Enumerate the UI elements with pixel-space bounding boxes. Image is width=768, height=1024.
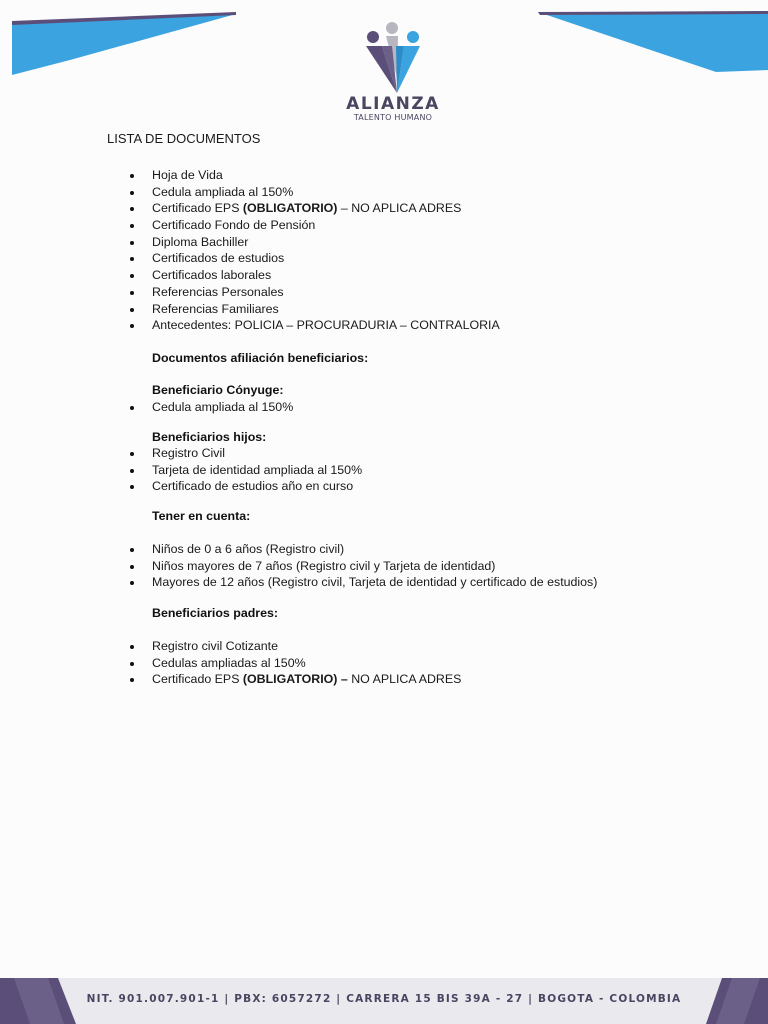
list-item: Cedula ampliada al 150%: [126, 184, 726, 201]
list-item: Diploma Bachiller: [126, 234, 726, 251]
list-item-eps: [126, 671, 726, 688]
logo-figures-icon: [352, 18, 442, 94]
list-item: Certificado Fondo de Pensión: [126, 217, 726, 234]
brand-name: ALIANZA: [346, 94, 440, 114]
list-item: Hoja de Vida: [126, 167, 726, 184]
list-item: Registro civil Cotizante: [126, 638, 726, 655]
note-heading: Tener en cuenta:: [152, 509, 251, 523]
list-item: Niños de 0 a 6 años (Registro civil): [126, 541, 726, 558]
main-document-list: [126, 167, 726, 334]
eps-mandatory: (OBLIGATORIO) –: [242, 672, 348, 687]
footer-contact-info: NIT. 901.007.901-1 | PBX: 6057272 | CARRERA 15 BIS 39A - 27 | BOGOTA - COLOMBIA: [86, 993, 682, 1005]
list-item: Certificado de estudios año en curso: [126, 478, 726, 495]
list-item: Registro Civil: [126, 445, 726, 462]
brand-subtitle: TALENTO HUMANO: [353, 113, 433, 122]
children-heading: Beneficiarios hijos:: [152, 430, 267, 444]
list-item: Certificados laborales: [126, 267, 726, 284]
eps-prefix: Certificado EPS: [152, 672, 243, 687]
list-item: Cedulas ampliadas al 150%: [126, 655, 726, 672]
note-list: [126, 541, 726, 591]
parents-list: [126, 638, 726, 688]
children-list: [126, 445, 726, 495]
list-item-eps: [126, 200, 726, 217]
eps-suffix: – NO APLICA ADRES: [337, 201, 462, 216]
list-item: Certificados de estudios: [126, 250, 726, 267]
list-item: Tarjeta de identidad ampliada al 150%: [126, 462, 726, 479]
spouse-heading: Beneficiario Cónyuge:: [152, 383, 284, 397]
eps-suffix: NO APLICA ADRES: [347, 672, 462, 687]
list-item: Mayores de 12 años (Registro civil, Tarjeta de identidad y certificado de estudios): [126, 574, 726, 591]
list-item: Referencias Familiares: [126, 301, 726, 318]
spouse-list: [126, 399, 726, 416]
list-item: Niños mayores de 7 años (Registro civil y Tarjeta de identidad): [126, 558, 726, 575]
document-title: LISTA DE DOCUMENTOS: [107, 131, 261, 146]
eps-prefix: Certificado EPS: [152, 201, 243, 216]
parents-heading: Beneficiarios padres:: [152, 606, 279, 620]
list-item: Referencias Personales: [126, 284, 726, 301]
list-item: Cedula ampliada al 150%: [126, 399, 726, 416]
list-item: Antecedentes: POLICIA – PROCURADURIA – CONTRALORIA: [126, 317, 726, 334]
affiliation-heading: Documentos afiliación beneficiarios:: [152, 351, 369, 365]
eps-mandatory: (OBLIGATORIO): [242, 201, 338, 216]
